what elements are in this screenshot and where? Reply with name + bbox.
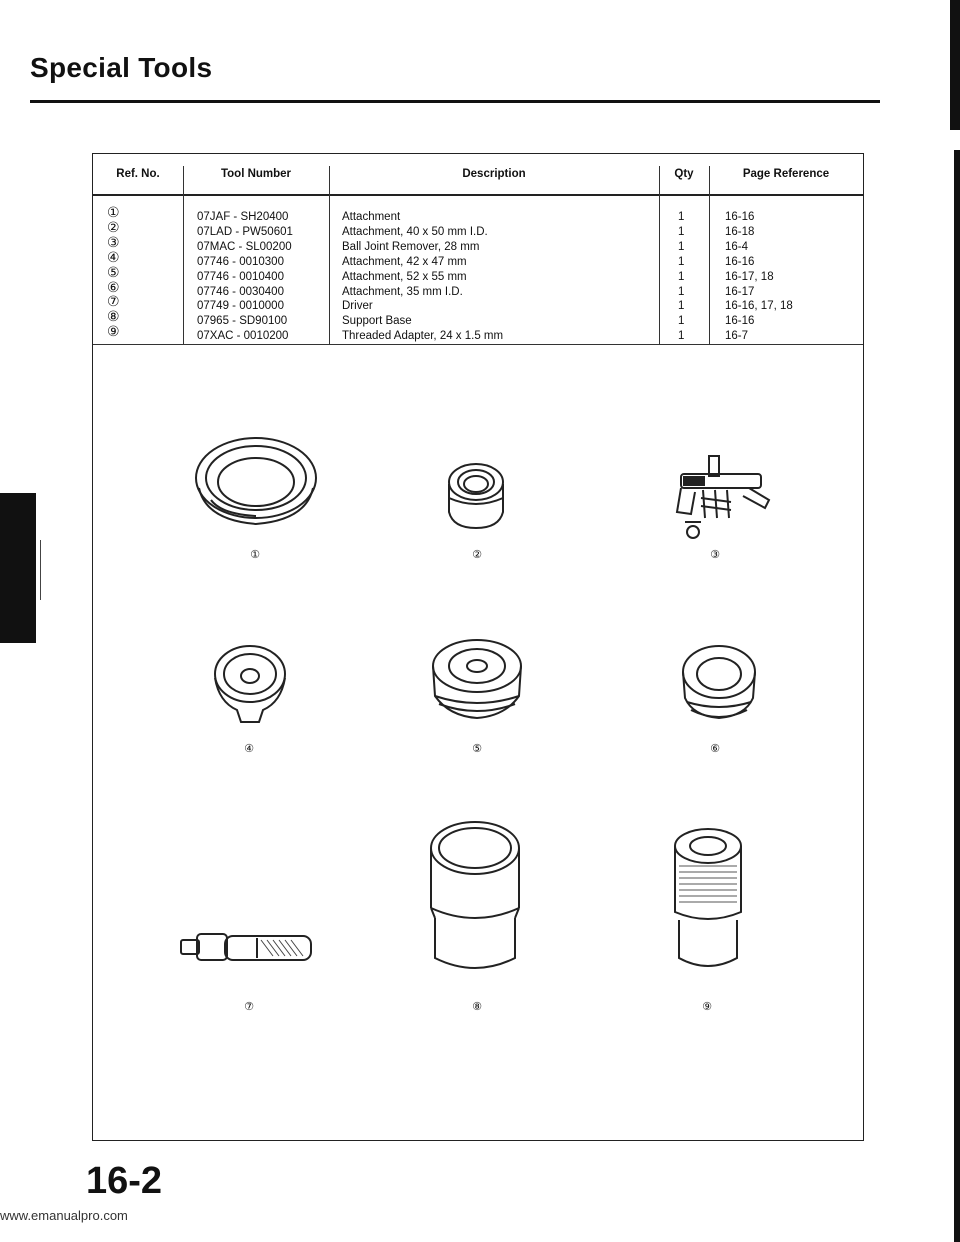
ball-joint-remover-icon xyxy=(669,452,775,548)
table-cell-tool-number: 07746 - 0030400 xyxy=(197,285,284,298)
table-cell-tool-number: 07746 - 0010400 xyxy=(197,270,284,283)
table-cell-page-ref: 16-7 xyxy=(725,330,749,343)
footer-url[interactable]: www.emanualpro.com xyxy=(0,1208,128,1223)
table-cell-page-ref: 16-16, 17, 18 xyxy=(725,300,793,313)
illustration-label: ⑨ xyxy=(702,1000,712,1013)
threaded-adapter-icon xyxy=(671,826,745,976)
table-cell-ref: ⑨ xyxy=(107,324,120,341)
table-cell-ref: ② xyxy=(107,219,120,236)
page-reference-column xyxy=(725,210,793,344)
table-cell-ref: ⑤ xyxy=(107,264,120,281)
header-ref-no: Ref. No. xyxy=(116,168,160,180)
attachment-35mm-icon xyxy=(679,642,759,732)
margin-tick xyxy=(40,540,45,600)
table-cell-qty: 1 xyxy=(678,270,685,283)
table-cell-qty: 1 xyxy=(678,300,685,313)
page-number: 16-2 xyxy=(86,1160,163,1202)
illustration-label: ① xyxy=(250,548,260,561)
table-cell-tool-number: 07749 - 0010000 xyxy=(197,300,284,313)
table-cell-description: Threaded Adapter, 24 x 1.5 mm xyxy=(342,330,504,343)
attachment-52x55-icon xyxy=(429,636,525,732)
description-column xyxy=(342,210,503,344)
table-cell-ref: ① xyxy=(107,205,120,221)
column-divider xyxy=(329,166,330,344)
ref-column xyxy=(107,206,120,340)
table-cell-tool-number: 07LAD - PW50601 xyxy=(197,225,293,238)
page-edge-shadow xyxy=(954,150,960,1242)
table-cell-page-ref: 16-16 xyxy=(725,211,755,223)
table-cell-page-ref: 16-4 xyxy=(725,240,749,253)
illustration-label: ⑧ xyxy=(472,1000,482,1013)
table-cell-tool-number: 07965 - SD90100 xyxy=(197,315,288,328)
table-cell-qty: 1 xyxy=(678,211,685,223)
page-edge-shadow xyxy=(950,0,960,130)
table-cell-description: Attachment, 40 x 50 mm I.D. xyxy=(342,225,488,238)
table-cell-ref: ④ xyxy=(107,249,120,266)
table-cell-description: Attachment xyxy=(342,211,401,223)
table-cell-qty: 1 xyxy=(678,255,685,268)
table-cell-description: Attachment, 35 mm I.D. xyxy=(342,285,463,298)
column-divider xyxy=(659,166,660,344)
illustration-label: ③ xyxy=(710,548,720,561)
table-cell-qty: 1 xyxy=(678,225,685,238)
header-tool-number: Tool Number xyxy=(220,168,292,180)
table-cell-qty: 1 xyxy=(678,330,685,343)
table-cell-ref: ③ xyxy=(107,234,120,251)
column-divider xyxy=(183,166,184,344)
illustration-section-divider xyxy=(93,344,863,345)
table-cell-description: Driver xyxy=(342,300,373,313)
illustration-label: ⑦ xyxy=(244,1000,254,1013)
table-cell-qty: 1 xyxy=(678,315,685,328)
table-cell-ref: ⑥ xyxy=(107,279,120,296)
header-qty: Qty xyxy=(674,168,694,180)
table-cell-description: Ball Joint Remover, 28 mm xyxy=(342,240,480,253)
header-page-reference: Page Reference xyxy=(742,168,830,180)
column-divider xyxy=(709,166,710,344)
table-cell-page-ref: 16-18 xyxy=(725,225,755,238)
table-cell-page-ref: 16-17 xyxy=(725,285,755,298)
table-cell-tool-number: 07746 - 0010300 xyxy=(197,255,284,268)
table-cell-page-ref: 16-16 xyxy=(725,255,755,268)
page-title: Special Tools xyxy=(30,52,213,83)
table-cell-page-ref: 16-17, 18 xyxy=(725,270,774,283)
table-cell-page-ref: 16-16 xyxy=(725,315,755,328)
tool-number-column xyxy=(197,210,293,344)
section-tab-marker xyxy=(0,493,36,643)
table-cell-ref: ⑧ xyxy=(107,309,120,326)
support-base-icon xyxy=(427,818,523,976)
ring-attachment-icon xyxy=(191,434,321,534)
header-description: Description xyxy=(462,168,526,180)
table-cell-tool-number: 07XAC - 0010200 xyxy=(197,330,289,343)
table-cell-description: Support Base xyxy=(342,315,412,328)
table-cell-qty: 1 xyxy=(678,285,685,298)
illustration-label: ④ xyxy=(244,742,254,755)
table-cell-description: Attachment, 42 x 47 mm xyxy=(342,255,467,268)
table-cell-tool-number: 07MAC - SL00200 xyxy=(197,240,292,253)
table-cell-qty: 1 xyxy=(678,240,685,253)
header-divider xyxy=(93,194,863,196)
attachment-42x47-icon xyxy=(211,642,289,726)
table-cell-ref: ⑦ xyxy=(107,294,120,311)
illustration-label: ② xyxy=(472,548,482,561)
table-cell-description: Attachment, 52 x 55 mm xyxy=(342,270,467,283)
illustration-label: ⑥ xyxy=(710,742,720,755)
illustration-label: ⑤ xyxy=(472,742,482,755)
tools-table xyxy=(92,153,864,1141)
qty-column xyxy=(678,210,684,344)
table-cell-tool-number: 07JAF - SH20400 xyxy=(197,211,289,223)
driver-icon xyxy=(177,924,317,974)
title-rule xyxy=(30,100,880,103)
cup-attachment-icon xyxy=(445,460,507,532)
